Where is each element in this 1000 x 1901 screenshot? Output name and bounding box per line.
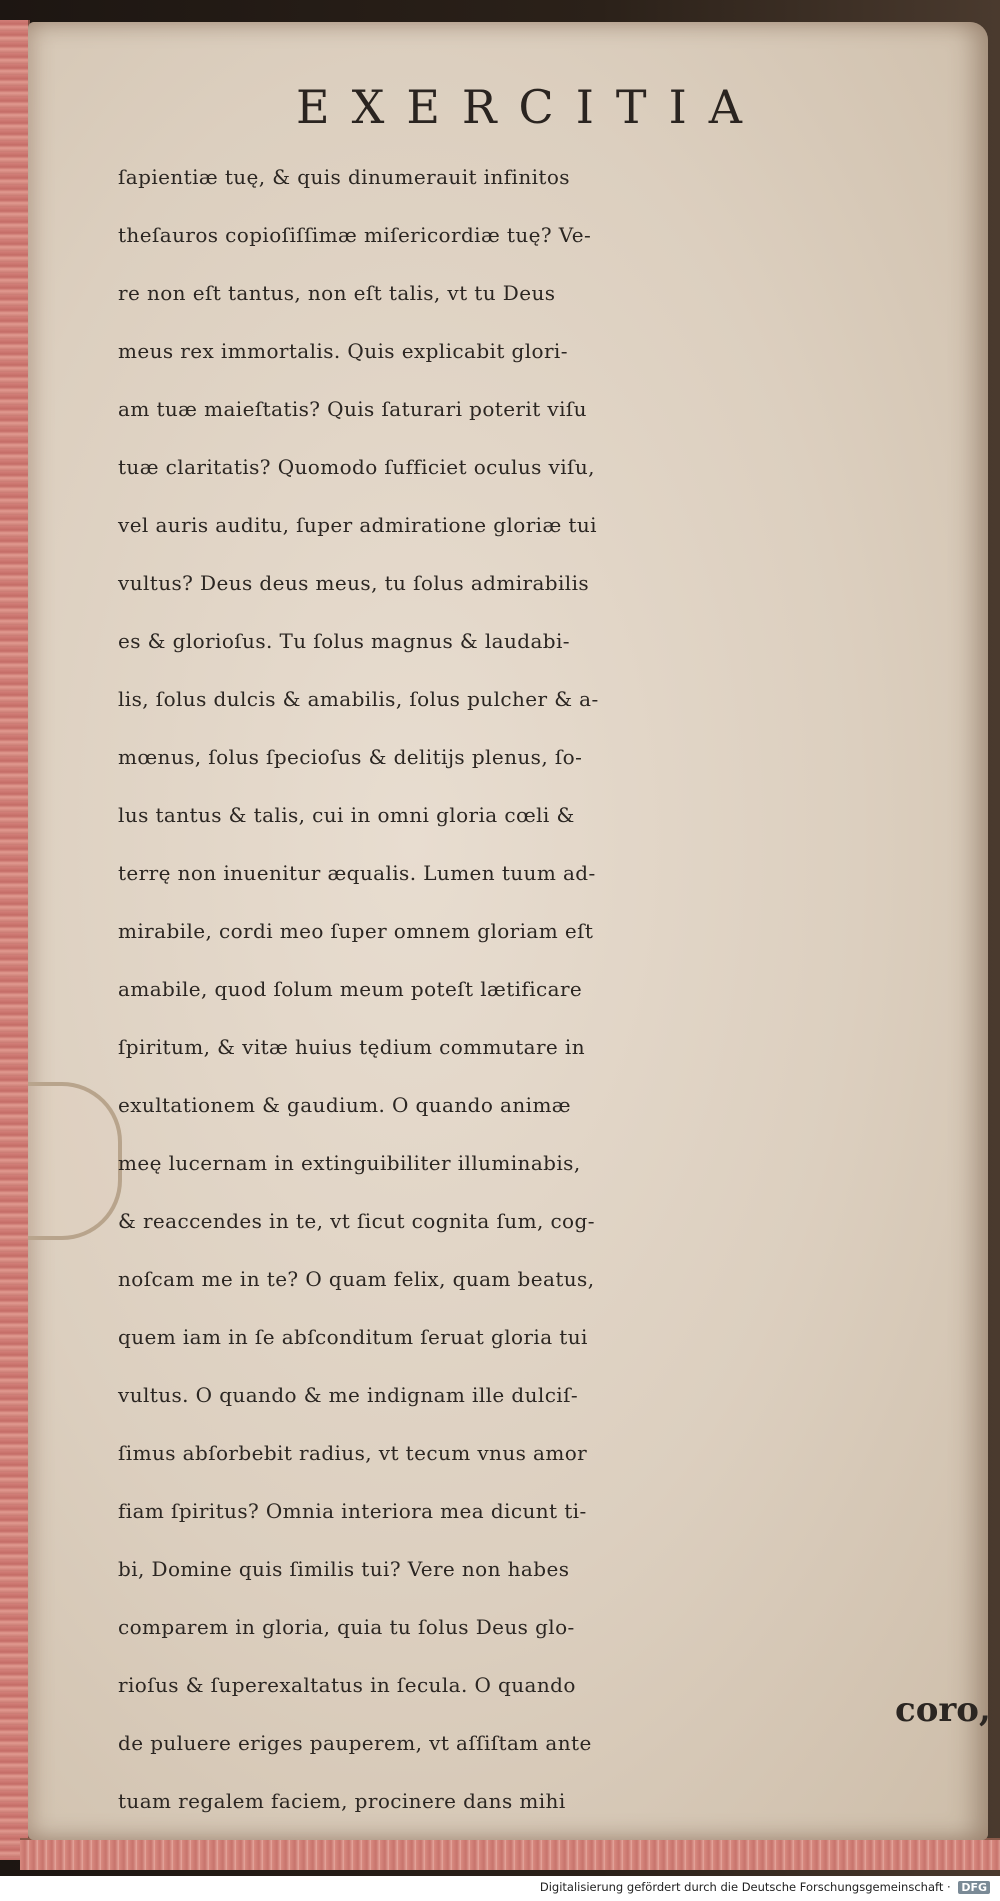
catchword: coro, bbox=[895, 1690, 991, 1730]
text-line: mœnus, ſolus ſpecioſus & delitijs plenus, ſo- bbox=[118, 745, 583, 769]
page-clip bbox=[28, 1082, 122, 1240]
text-line: exultationem & gaudium. O quando animæ bbox=[118, 1093, 572, 1117]
text-line: lus tantus & talis, cui in omni gloria cœli & bbox=[118, 803, 575, 827]
text-line: mirabile, cordi meo ſuper omnem gloriam eſt bbox=[118, 919, 594, 943]
text-line: es & glorioſus. Tu ſolus magnus & laudabi- bbox=[118, 629, 570, 653]
text-line: re non eſt tantus, non eſt talis, vt tu Deus bbox=[118, 281, 556, 305]
text-line: lis, ſolus dulcis & amabilis, ſolus pulcher & a- bbox=[118, 687, 599, 711]
text-line: theſauros copioſiſſimæ miſericordiæ tuę? Ve- bbox=[118, 223, 592, 247]
text-line: rioſus & ſuperexaltatus in ſecula. O quando bbox=[118, 1673, 576, 1697]
text-line: vultus? Deus deus meus, tu ſolus admirabilis bbox=[118, 571, 590, 595]
footer-credit: Digitalisierung gefördert durch die Deutsche Forschungsgemeinschaft · bbox=[539, 1880, 951, 1894]
text-line: vel auris auditu, ſuper admiratione gloriæ tui bbox=[118, 513, 597, 537]
text-line: & reaccendes in te, vt ſicut cognita ſum, cog- bbox=[118, 1209, 595, 1233]
text-line: fiam ſpiritus? Omnia interiora mea dicunt ti- bbox=[118, 1499, 587, 1523]
dfg-logo-icon: DFG bbox=[958, 1881, 990, 1894]
footer-credit-line bbox=[540, 1880, 990, 1894]
text-line: de puluere eriges pauperem, vt aſſiſtam ante bbox=[118, 1731, 592, 1755]
text-line: quem iam in ſe abſconditum ſeruat gloria tui bbox=[118, 1325, 588, 1349]
running-head: EXERCITIA bbox=[296, 80, 764, 134]
body-text bbox=[118, 148, 998, 1830]
text-line: terrę non inuenitur æqualis. Lumen tuum ad- bbox=[118, 861, 596, 885]
text-line: tuæ claritatis? Quomodo ſufficiet oculus viſu, bbox=[118, 455, 595, 479]
text-line: bi, Domine quis ſimilis tui? Vere non habes bbox=[118, 1557, 570, 1581]
text-line: meę lucernam in extinguibiliter illuminabis, bbox=[118, 1151, 581, 1175]
text-line: comparem in gloria, quia tu ſolus Deus glo- bbox=[118, 1615, 575, 1639]
text-line: tuam regalem faciem, procinere dans mihi bbox=[118, 1789, 566, 1813]
page-edge-left bbox=[0, 20, 30, 1860]
text-line: noſcam me in te? O quam felix, quam beatus, bbox=[118, 1267, 595, 1291]
text-line: ſpiritum, & vitæ huius tędium commutare in bbox=[118, 1035, 585, 1059]
text-line: amabile, quod ſolum meum poteſt lætificare bbox=[118, 977, 583, 1001]
text-line: ſimus abſorbebit radius, vt tecum vnus amor bbox=[118, 1441, 588, 1465]
text-line: vultus. O quando & me indignam ille dulciſ- bbox=[118, 1383, 579, 1407]
text-line: meus rex immortalis. Quis explicabit glori- bbox=[118, 339, 568, 363]
page-edge-bottom bbox=[20, 1838, 1000, 1870]
text-line: ſapientiæ tuę, & quis dinumerauit infinitos bbox=[118, 165, 570, 189]
text-line: am tuæ maieſtatis? Quis ſaturari poterit viſu bbox=[118, 397, 587, 421]
